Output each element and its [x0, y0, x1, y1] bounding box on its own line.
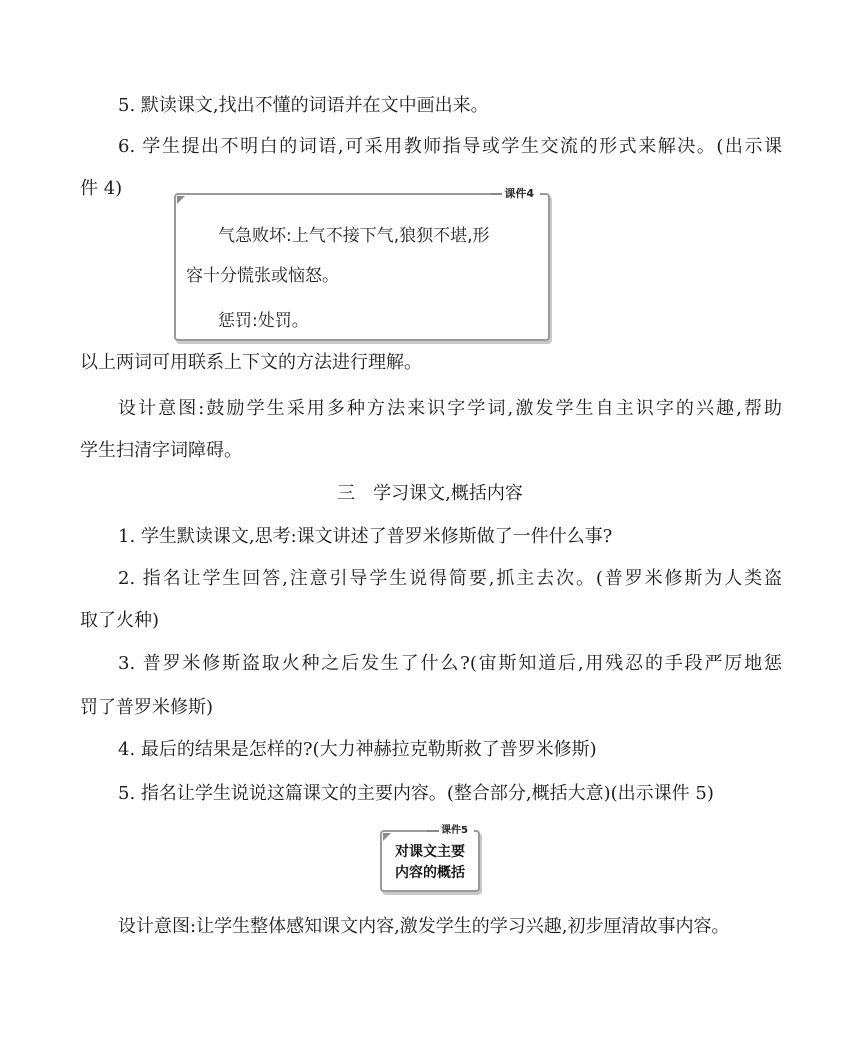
question-3-line-1: 3. 普罗米修斯盗取火种之后发生了什么?(宙斯知道后,用残忍的手段严厉地惩: [118, 653, 782, 674]
courseware-5-tag: 课件5: [431, 823, 474, 839]
question-4: 4. 最后的结果是怎样的?(大力神赫拉克勒斯救了普罗米修斯): [118, 739, 597, 760]
courseware-4-line-2: 容十分慌张或恼怒。: [186, 266, 339, 286]
question-5: 5. 指名让学生说说这篇课文的主要内容。(整合部分,概括大意)(出示课件 5): [118, 783, 714, 804]
courseware-4-box: [174, 187, 550, 341]
courseware-4-tag: 课件4: [494, 186, 540, 202]
courseware-4-line-3: 惩罚:处罚。: [218, 311, 309, 331]
question-2-line-2: 取了火种): [80, 610, 160, 631]
question-3-line-2: 罚了普罗米修斯): [80, 697, 214, 718]
design-intent-1-line-2: 学生扫清字词障碍。: [80, 440, 242, 461]
question-2-line-1: 2. 指名让学生回答,注意引导学生说得简要,抓主去次。(普罗米修斯为人类盗: [118, 568, 782, 589]
paragraph-5: 5. 默读课文,找出不懂的词语并在文中画出来。: [118, 95, 489, 116]
paragraph-6-line-2: 件 4): [80, 178, 123, 199]
corner-mark-icon: [177, 196, 185, 204]
courseware-4-line-1: 气急败坏:上气不接下气,狼狈不堪,形: [218, 226, 490, 246]
courseware-5-line-2: 内容的概括: [395, 865, 465, 881]
paragraph-6-line-1: 6. 学生提出不明白的词语,可采用教师指导或学生交流的形式来解决。(出示课: [118, 136, 782, 157]
design-intent-1-line-1: 设计意图:鼓励学生采用多种方法来识字学词,激发学生自主识字的兴趣,帮助: [118, 398, 782, 419]
corner-mark-icon: [383, 833, 391, 841]
paragraph-context: 以上两词可用联系上下文的方法进行理解。: [80, 352, 422, 373]
courseware-5-box: [380, 825, 480, 892]
design-intent-2: 设计意图:让学生整体感知课文内容,激发学生的学习兴趣,初步厘清故事内容。: [118, 916, 730, 937]
question-1: 1. 学生默读课文,思考:课文讲述了普罗米修斯做了一件什么事?: [118, 526, 613, 547]
section-heading: 三 学习课文,概括内容: [337, 483, 523, 504]
courseware-5-line-1: 对课文主要: [395, 844, 465, 860]
